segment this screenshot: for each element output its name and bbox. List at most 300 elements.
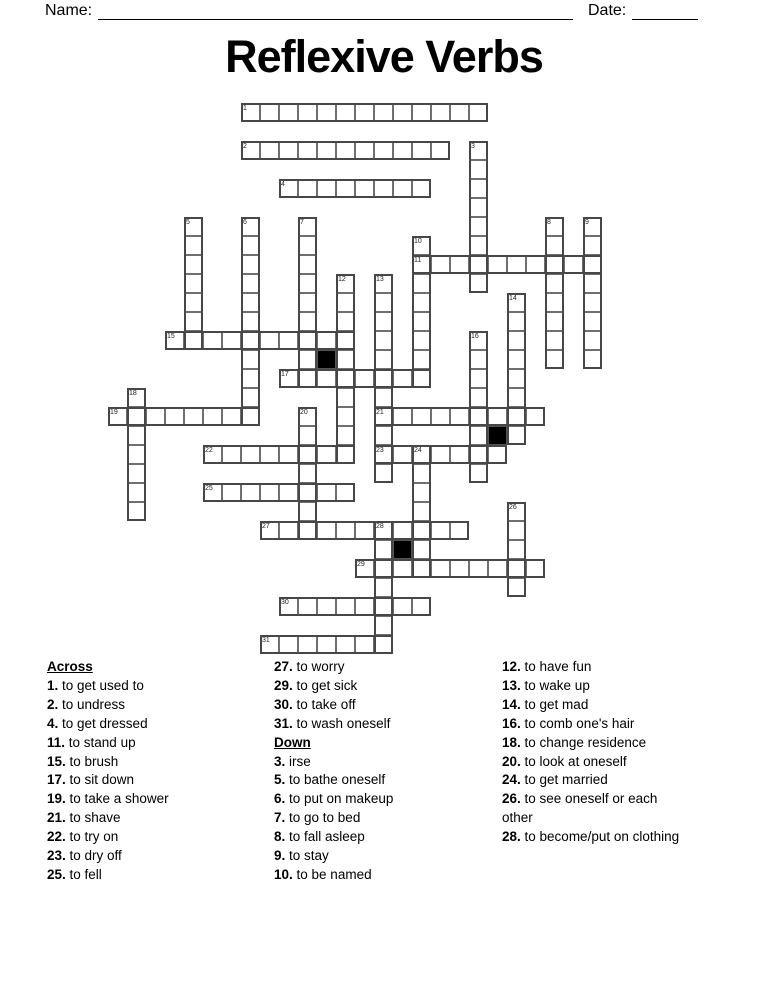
- grid-cell[interactable]: [241, 236, 260, 255]
- grid-cell[interactable]: [222, 483, 241, 502]
- grid-cell[interactable]: [431, 255, 450, 274]
- grid-cell[interactable]: [298, 597, 317, 616]
- grid-cell[interactable]: [279, 597, 298, 616]
- grid-cell[interactable]: [241, 217, 260, 236]
- grid-cell[interactable]: [317, 597, 336, 616]
- grid-cell[interactable]: [279, 103, 298, 122]
- grid-cell[interactable]: [545, 312, 564, 331]
- clue-number: 26.: [502, 791, 521, 807]
- grid-cell[interactable]: [279, 521, 298, 540]
- grid-cell[interactable]: [184, 312, 203, 331]
- grid-cell[interactable]: [336, 331, 355, 350]
- grid-cell[interactable]: [431, 445, 450, 464]
- grid-cell[interactable]: [469, 217, 488, 236]
- grid-cell[interactable]: [241, 407, 260, 426]
- grid-cell[interactable]: [127, 407, 146, 426]
- grid-cell[interactable]: [203, 483, 222, 502]
- clue-text: to worry: [292, 659, 345, 674]
- clue-number: 7.: [274, 810, 286, 826]
- cell-number: 24: [414, 446, 422, 454]
- grid-cell[interactable]: [317, 521, 336, 540]
- grid-cell[interactable]: [203, 445, 222, 464]
- grid-cell[interactable]: [469, 388, 488, 407]
- grid-cell[interactable]: [260, 141, 279, 160]
- grid-cell[interactable]: [431, 141, 450, 160]
- clue-item-4: [47, 715, 267, 734]
- grid-cell[interactable]: [127, 464, 146, 483]
- clue-text: to change residence: [520, 734, 647, 750]
- grid-cell[interactable]: [374, 388, 393, 407]
- grid-cell[interactable]: [583, 312, 602, 331]
- grid-cell[interactable]: [507, 255, 526, 274]
- grid-cell[interactable]: [374, 578, 393, 597]
- grid-cell[interactable]: [298, 236, 317, 255]
- grid-cell[interactable]: [393, 521, 412, 540]
- grid-cell[interactable]: [412, 445, 431, 464]
- grid-cell[interactable]: [298, 141, 317, 160]
- grid-cell[interactable]: [431, 559, 450, 578]
- grid-cell[interactable]: [488, 559, 507, 578]
- grid-cell[interactable]: [241, 274, 260, 293]
- grid-cell[interactable]: [488, 445, 507, 464]
- clue-item-23: [47, 847, 267, 866]
- clue-item-29: [274, 677, 494, 696]
- grid-cell[interactable]: [355, 141, 374, 160]
- grid-cell[interactable]: [374, 464, 393, 483]
- clue-item-5: [274, 771, 494, 790]
- grid-cell[interactable]: [469, 445, 488, 464]
- clue-number: 9.: [274, 848, 286, 864]
- clue-number: 23.: [47, 848, 66, 864]
- grid-cell[interactable]: [336, 103, 355, 122]
- grid-cell[interactable]: [507, 578, 526, 597]
- grid-cell[interactable]: [583, 331, 602, 350]
- grid-cell[interactable]: [545, 217, 564, 236]
- grid-cell[interactable]: [374, 616, 393, 635]
- grid-cell[interactable]: [469, 198, 488, 217]
- clue-item-17: [47, 771, 267, 790]
- cell-number: 31: [262, 636, 270, 644]
- grid-cell[interactable]: [317, 331, 336, 350]
- grid-cell[interactable]: [127, 483, 146, 502]
- cell-number: 10: [414, 237, 422, 245]
- grid-cell[interactable]: [184, 331, 203, 350]
- grid-cell[interactable]: [545, 255, 564, 274]
- grid-cell[interactable]: [374, 103, 393, 122]
- grid-cell[interactable]: [469, 426, 488, 445]
- grid-cell[interactable]: [469, 274, 488, 293]
- grid-cell[interactable]: [336, 445, 355, 464]
- clue-text: to become/put on clothing: [520, 829, 680, 845]
- grid-cell[interactable]: [260, 445, 279, 464]
- grid-cell[interactable]: [431, 521, 450, 540]
- cell-number: 18: [129, 389, 137, 397]
- grid-cell[interactable]: [507, 559, 526, 578]
- date-label: Date:: [588, 2, 627, 19]
- clue-item-21: [47, 809, 267, 828]
- cell-number: 13: [376, 275, 384, 283]
- grid-cell[interactable]: [279, 179, 298, 198]
- grid-cell[interactable]: [260, 103, 279, 122]
- grid-cell[interactable]: [355, 597, 374, 616]
- clue-item-1: [47, 677, 267, 696]
- grid-cell[interactable]: [545, 331, 564, 350]
- grid-cell[interactable]: [336, 388, 355, 407]
- grid-cell[interactable]: [336, 274, 355, 293]
- grid-cell[interactable]: [279, 635, 298, 654]
- grid-cell[interactable]: [146, 407, 165, 426]
- clue-item-30: [274, 696, 494, 715]
- grid-cell[interactable]: [184, 217, 203, 236]
- grid-cell[interactable]: [583, 350, 602, 369]
- grid-cell[interactable]: [127, 502, 146, 521]
- grid-cell[interactable]: [507, 426, 526, 445]
- grid-cell[interactable]: [336, 483, 355, 502]
- grid-cell[interactable]: [184, 407, 203, 426]
- cell-number: 1: [243, 104, 247, 112]
- grid-cell[interactable]: [222, 407, 241, 426]
- grid-cell[interactable]: [545, 350, 564, 369]
- grid-cell[interactable]: [127, 426, 146, 445]
- grid-cell[interactable]: [374, 274, 393, 293]
- grid-cell[interactable]: [374, 521, 393, 540]
- grid-cell[interactable]: [469, 160, 488, 179]
- grid-cell[interactable]: [412, 274, 431, 293]
- grid-cell[interactable]: [355, 103, 374, 122]
- grid-cell[interactable]: [241, 331, 260, 350]
- clue-text: to wash oneself: [292, 715, 391, 731]
- clue-item-14: [502, 696, 680, 715]
- clue-text: to stay: [285, 848, 329, 864]
- grid-cell[interactable]: [336, 635, 355, 654]
- grid-cell[interactable]: [279, 141, 298, 160]
- clue-number: 8.: [274, 829, 286, 845]
- grid-cell[interactable]: [488, 407, 507, 426]
- grid-cell[interactable]: [298, 445, 317, 464]
- grid-cell[interactable]: [374, 293, 393, 312]
- grid-cell[interactable]: [393, 597, 412, 616]
- cell-number: 2: [243, 142, 247, 150]
- grid-cell[interactable]: [336, 597, 355, 616]
- clue-number: 10.: [274, 866, 293, 882]
- grid-cell[interactable]: [355, 179, 374, 198]
- grid-cell[interactable]: [279, 331, 298, 350]
- grid-cell[interactable]: [374, 445, 393, 464]
- grid-cell[interactable]: [374, 331, 393, 350]
- grid-cell[interactable]: [526, 559, 545, 578]
- grid-cell[interactable]: [241, 312, 260, 331]
- grid-cell[interactable]: [374, 141, 393, 160]
- clue-text: to look at oneself: [520, 753, 627, 769]
- grid-cell[interactable]: [507, 540, 526, 559]
- grid-cell[interactable]: [336, 293, 355, 312]
- grid-cell[interactable]: [545, 236, 564, 255]
- grid-cell[interactable]: [279, 445, 298, 464]
- grid-cell[interactable]: [583, 255, 602, 274]
- grid-cell[interactable]: [298, 426, 317, 445]
- grid-cell[interactable]: [583, 274, 602, 293]
- grid-cell[interactable]: [412, 521, 431, 540]
- grid-cell[interactable]: [507, 369, 526, 388]
- grid-cell[interactable]: [279, 369, 298, 388]
- grid-cell[interactable]: [336, 179, 355, 198]
- cell-number: 14: [509, 294, 517, 302]
- grid-cell[interactable]: [108, 407, 127, 426]
- grid-cell[interactable]: [241, 141, 260, 160]
- grid-cell[interactable]: [298, 502, 317, 521]
- grid-cell[interactable]: [298, 179, 317, 198]
- grid-cell[interactable]: [222, 331, 241, 350]
- grid-cell[interactable]: [355, 369, 374, 388]
- grid-cell[interactable]: [317, 483, 336, 502]
- grid-cell[interactable]: [317, 103, 336, 122]
- grid-cell[interactable]: [507, 331, 526, 350]
- grid-cell[interactable]: [203, 407, 222, 426]
- grid-cell[interactable]: [241, 293, 260, 312]
- grid-cell[interactable]: [241, 255, 260, 274]
- grid-cell[interactable]: [507, 350, 526, 369]
- grid-cell[interactable]: [241, 350, 260, 369]
- grid-cell[interactable]: [298, 635, 317, 654]
- cell-number: 4: [281, 180, 285, 188]
- clue-number: 1.: [47, 677, 59, 693]
- grid-cell[interactable]: [412, 350, 431, 369]
- grid-cell[interactable]: [184, 293, 203, 312]
- grid-cell[interactable]: [507, 502, 526, 521]
- grid-cell[interactable]: [279, 483, 298, 502]
- grid-cell[interactable]: [450, 255, 469, 274]
- grid-cell[interactable]: [260, 635, 279, 654]
- grid-cell[interactable]: [127, 388, 146, 407]
- grid-cell[interactable]: [507, 407, 526, 426]
- grid-cell[interactable]: [412, 502, 431, 521]
- grid-cell[interactable]: [298, 464, 317, 483]
- grid-cell[interactable]: [526, 255, 545, 274]
- grid-cell[interactable]: [355, 635, 374, 654]
- grid-cell[interactable]: [184, 274, 203, 293]
- clue-text: to undress: [58, 696, 126, 712]
- grid-cell[interactable]: [507, 312, 526, 331]
- grid-cell[interactable]: [165, 331, 184, 350]
- grid-cell[interactable]: [374, 350, 393, 369]
- grid-cell[interactable]: [412, 597, 431, 616]
- grid-cell[interactable]: [298, 217, 317, 236]
- grid-cell[interactable]: [241, 369, 260, 388]
- grid-cell[interactable]: [469, 255, 488, 274]
- grid-cell[interactable]: [488, 255, 507, 274]
- clue-item-3: [274, 753, 494, 772]
- grid-cell[interactable]: [374, 369, 393, 388]
- clue-item-20: [502, 753, 680, 772]
- grid-cell[interactable]: [298, 331, 317, 350]
- clue-heading-down: Down: [274, 734, 311, 750]
- grid-cell[interactable]: [431, 407, 450, 426]
- clue-number: 24.: [502, 772, 521, 788]
- clue-text: to fell: [65, 866, 102, 882]
- grid-cell[interactable]: [317, 179, 336, 198]
- grid-cell[interactable]: [336, 350, 355, 369]
- clue-item-16: [502, 715, 680, 734]
- grid-cell[interactable]: [241, 483, 260, 502]
- grid-cell[interactable]: [450, 407, 469, 426]
- grid-cell[interactable]: [412, 103, 431, 122]
- grid-cell[interactable]: [469, 179, 488, 198]
- grid-cell[interactable]: [469, 559, 488, 578]
- clue-text: to shave: [65, 810, 121, 826]
- grid-cell-black: [393, 540, 412, 559]
- cell-number: 11: [414, 256, 422, 264]
- clue-text: to be named: [292, 866, 372, 882]
- grid-cell[interactable]: [469, 407, 488, 426]
- grid-cell[interactable]: [412, 141, 431, 160]
- grid-cell[interactable]: [374, 179, 393, 198]
- grid-cell[interactable]: [298, 521, 317, 540]
- grid-cell[interactable]: [412, 255, 431, 274]
- grid-cell[interactable]: [545, 274, 564, 293]
- grid-cell[interactable]: [583, 217, 602, 236]
- grid-cell[interactable]: [469, 369, 488, 388]
- grid-cell[interactable]: [298, 103, 317, 122]
- grid-cell-black: [488, 426, 507, 445]
- clue-item-19: [47, 790, 267, 809]
- grid-cell[interactable]: [412, 464, 431, 483]
- grid-cell[interactable]: [393, 445, 412, 464]
- grid-cell[interactable]: [412, 179, 431, 198]
- grid-cell[interactable]: [507, 521, 526, 540]
- clue-number: 31.: [274, 715, 293, 731]
- grid-cell[interactable]: [184, 236, 203, 255]
- grid-cell[interactable]: [507, 293, 526, 312]
- grid-cell[interactable]: [355, 559, 374, 578]
- clue-item-7: [274, 809, 494, 828]
- grid-cell[interactable]: [165, 407, 184, 426]
- grid-cell[interactable]: [298, 274, 317, 293]
- grid-cell[interactable]: [469, 464, 488, 483]
- grid-cell[interactable]: [336, 426, 355, 445]
- clue-text: to comb one's hair: [520, 715, 635, 731]
- grid-cell[interactable]: [412, 236, 431, 255]
- grid-cell[interactable]: [374, 635, 393, 654]
- grid-cell[interactable]: [583, 236, 602, 255]
- clue-text: to see oneself or each other: [502, 791, 658, 826]
- grid-cell[interactable]: [336, 407, 355, 426]
- grid-cell[interactable]: [336, 521, 355, 540]
- grid-cell[interactable]: [583, 293, 602, 312]
- grid-cell[interactable]: [412, 559, 431, 578]
- grid-cell[interactable]: [431, 103, 450, 122]
- clue-number: 2.: [47, 696, 59, 712]
- grid-cell[interactable]: [450, 521, 469, 540]
- grid-cell[interactable]: [393, 407, 412, 426]
- grid-cell[interactable]: [317, 369, 336, 388]
- grid-cell[interactable]: [412, 483, 431, 502]
- grid-cell[interactable]: [507, 388, 526, 407]
- grid-cell[interactable]: [545, 293, 564, 312]
- grid-cell[interactable]: [393, 369, 412, 388]
- grid-cell[interactable]: [469, 350, 488, 369]
- cell-number: 21: [376, 408, 384, 416]
- grid-cell[interactable]: [241, 445, 260, 464]
- grid-cell[interactable]: [526, 407, 545, 426]
- grid-cell[interactable]: [298, 369, 317, 388]
- clue-text: to sit down: [65, 772, 135, 788]
- grid-cell[interactable]: [393, 179, 412, 198]
- grid-cell[interactable]: [393, 141, 412, 160]
- grid-cell[interactable]: [127, 445, 146, 464]
- clue-number: 16.: [502, 715, 521, 731]
- grid-cell[interactable]: [469, 141, 488, 160]
- grid-cell[interactable]: [374, 597, 393, 616]
- grid-cell[interactable]: [184, 255, 203, 274]
- grid-cell[interactable]: [412, 369, 431, 388]
- grid-cell[interactable]: [412, 540, 431, 559]
- grid-cell[interactable]: [336, 369, 355, 388]
- clue-number: 27.: [274, 659, 293, 674]
- grid-cell[interactable]: [374, 426, 393, 445]
- clue-text: to take a shower: [65, 791, 169, 807]
- cell-number: 29: [357, 560, 365, 568]
- cell-number: 23: [376, 446, 384, 454]
- grid-cell[interactable]: [317, 635, 336, 654]
- grid-cell[interactable]: [374, 407, 393, 426]
- grid-cell[interactable]: [336, 312, 355, 331]
- grid-cell[interactable]: [412, 331, 431, 350]
- clue-item-10: [274, 866, 494, 885]
- grid-cell[interactable]: [298, 255, 317, 274]
- cell-number: 7: [300, 218, 304, 226]
- grid-cell[interactable]: [393, 103, 412, 122]
- grid-cell[interactable]: [564, 255, 583, 274]
- clue-text: to have fun: [520, 659, 592, 674]
- grid-cell[interactable]: [469, 103, 488, 122]
- grid-cell[interactable]: [222, 445, 241, 464]
- grid-cell[interactable]: [374, 559, 393, 578]
- grid-cell[interactable]: [412, 293, 431, 312]
- grid-cell[interactable]: [298, 293, 317, 312]
- clue-item-27: [274, 658, 494, 677]
- grid-cell[interactable]: [374, 540, 393, 559]
- grid-cell[interactable]: [450, 559, 469, 578]
- grid-cell[interactable]: [298, 312, 317, 331]
- grid-cell[interactable]: [260, 483, 279, 502]
- grid-cell[interactable]: [450, 445, 469, 464]
- grid-cell[interactable]: [260, 521, 279, 540]
- grid-cell[interactable]: [412, 312, 431, 331]
- grid-cell[interactable]: [203, 331, 222, 350]
- grid-cell[interactable]: [469, 331, 488, 350]
- grid-cell-black: [317, 350, 336, 369]
- grid-cell[interactable]: [393, 559, 412, 578]
- grid-cell[interactable]: [241, 388, 260, 407]
- clue-item-13: [502, 677, 680, 696]
- grid-cell[interactable]: [412, 407, 431, 426]
- grid-cell[interactable]: [241, 103, 260, 122]
- grid-cell[interactable]: [469, 236, 488, 255]
- clue-number: 19.: [47, 791, 66, 807]
- grid-cell[interactable]: [298, 407, 317, 426]
- grid-cell[interactable]: [317, 445, 336, 464]
- grid-cell[interactable]: [450, 103, 469, 122]
- grid-cell[interactable]: [298, 350, 317, 369]
- clue-number: 20.: [502, 753, 521, 769]
- grid-cell[interactable]: [374, 312, 393, 331]
- grid-cell[interactable]: [298, 483, 317, 502]
- grid-cell[interactable]: [260, 331, 279, 350]
- grid-cell[interactable]: [355, 521, 374, 540]
- grid-cell[interactable]: [317, 141, 336, 160]
- clue-item-8: [274, 828, 494, 847]
- grid-cell[interactable]: [336, 141, 355, 160]
